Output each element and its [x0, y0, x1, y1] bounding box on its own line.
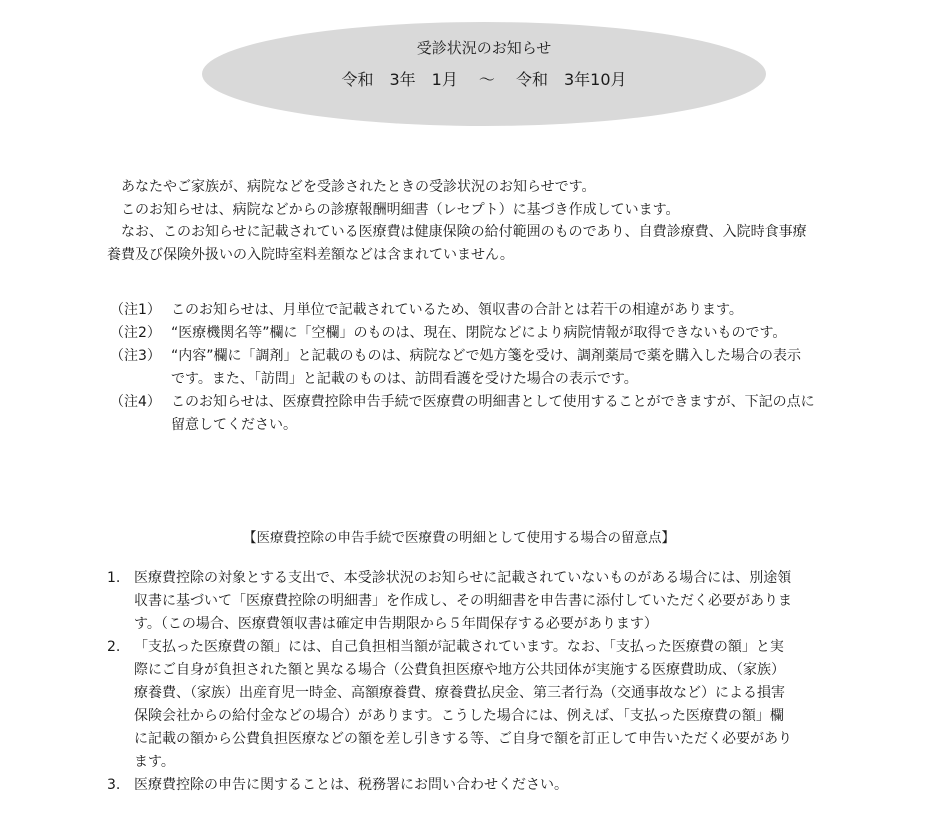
intro-line: このお知らせは、病院などからの診療報酬明細書（レセプト）に基づき作成しています。 — [107, 202, 680, 218]
point-text: 医療費控除の申告に関することは、税務署にお問い合わせください。 — [134, 777, 568, 793]
point-text: す。（この場合、医療費領収書は確定申告期限から５年間保存する必要があります） — [134, 616, 658, 632]
period-range: 令和 3年 1月 ～ 令和 3年10月 — [341, 70, 627, 89]
point-text: 際にご自身が負担された額と異なる場合（公費負担医療や地方公共団体が実施する医療費助成、（家族） — [134, 662, 785, 678]
intro-line: 養費及び保険外扱いの入院時室料差額などは含まれていません。 — [107, 247, 514, 263]
point-text: ます。 — [134, 754, 175, 770]
point-text: 医療費控除の対象とする支出で、本受診状況のお知らせに記載されていないものがある場合には、別途領 — [134, 570, 792, 586]
note-text: です。また、「訪問」と記載のものは、訪問看護を受けた場合の表示です。 — [171, 371, 638, 387]
point-number: 2. — [107, 639, 121, 655]
note-label: （注1） — [110, 302, 161, 318]
note-label: （注3） — [110, 348, 161, 364]
note-text: 留意してください。 — [171, 417, 297, 433]
intro-line: なお、このお知らせに記載されている医療費は健康保険の給付範囲のものであり、自費診療費、入院時食事療 — [107, 224, 807, 240]
point-text: 保険会社からの給付金などの場合）があります。こうした場合には、例えば、「支払った医療費の額」欄 — [134, 708, 784, 724]
point-number: 1. — [107, 570, 121, 586]
point-text: に記載の額から公費負担医療などの額を差し引きする等、ご自身で額を訂正して申告いただく必要があり — [134, 731, 792, 747]
note-text: “医療機関名等”欄に「空欄」のものは、現在、閉院などにより病院情報が取得できないものです。 — [171, 325, 787, 341]
section-title: 【医療費控除の申告手続で医療費の明細として使用する場合の留意点】 — [243, 530, 675, 546]
note-label: （注4） — [110, 394, 161, 410]
point-number: 3. — [107, 777, 121, 793]
point-text: 療養費、（家族）出産育児一時金、高額療養費、療養費払戻金、第三者行為（交通事故など）による損害 — [134, 685, 785, 701]
intro-line: あなたやご家族が、病院などを受診されたときの受診状況のお知らせです。 — [107, 179, 596, 195]
point-text: 収書に基づいて「医療費控除の明細書」を作成し、その明細書を申告書に添付していただく必要がありま — [134, 593, 792, 609]
document-title: 受診状況のお知らせ — [416, 39, 552, 57]
point-text: 「支払った医療費の額」には、自己負担相当額が記載されています。なお、「支払った医療費の額」と実 — [134, 639, 784, 655]
note-label: （注2） — [110, 325, 161, 341]
note-text: “内容”欄に「調剤」と記載のものは、病院などで処方箋を受け、調剤薬局で薬を購入した場合の表示 — [171, 348, 801, 364]
note-text: このお知らせは、月単位で記載されているため、領収書の合計とは若干の相違があります。 — [171, 302, 743, 318]
note-text: このお知らせは、医療費控除申告手続で医療費の明細書として使用することができますが、下記の点に — [171, 394, 815, 410]
